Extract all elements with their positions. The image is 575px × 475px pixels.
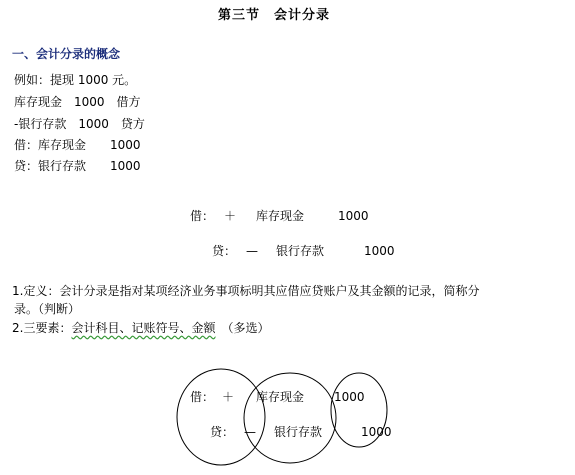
example-line: 借：库存现金 1000 <box>14 138 141 152</box>
example-line: -银行存款 1000 贷方 <box>14 117 145 131</box>
credit-amount: 1000 <box>364 244 395 258</box>
credit-account: 银行存款 <box>274 425 323 439</box>
plus-sign: ＋ <box>224 209 237 223</box>
minus-sign: — <box>246 244 258 258</box>
debit-label: 借： <box>190 390 215 404</box>
example-line: 例如：提现 1000 元。 <box>14 73 137 87</box>
left-circle <box>177 369 265 465</box>
plus-sign: ＋ <box>222 390 235 404</box>
credit-account: 银行存款 <box>276 244 325 258</box>
elements-underlined: 会计科目、记账符号、金额 <box>71 321 216 335</box>
example-line: 贷：银行存款 1000 <box>14 159 141 173</box>
debit-amount: 1000 <box>338 209 369 223</box>
elements-suffix: （多选） <box>215 321 270 335</box>
elements-prefix: 2.三要素： <box>12 321 72 335</box>
debit-amount: 1000 <box>334 390 365 404</box>
example-line: 库存现金 1000 借方 <box>14 95 141 109</box>
debit-account: 库存现金 <box>256 209 305 223</box>
credit-label: 贷： <box>210 425 235 439</box>
minus-sign: — <box>244 425 256 439</box>
debit-account: 库存现金 <box>256 390 305 404</box>
credit-amount: 1000 <box>361 425 392 439</box>
credit-label: 贷： <box>212 244 237 258</box>
definition-line2: 录。（判断） <box>14 302 81 316</box>
page-title: 第三节 会计分录 <box>218 8 331 23</box>
middle-circle <box>244 373 336 463</box>
debit-label: 借： <box>190 209 215 223</box>
definition-line1: 1.定义：会计分录是指对某项经济业务事项标明其应借应贷账户及其金额的记录，简称分 <box>12 284 480 298</box>
section-heading: 一、会计分录的概念 <box>12 47 121 61</box>
